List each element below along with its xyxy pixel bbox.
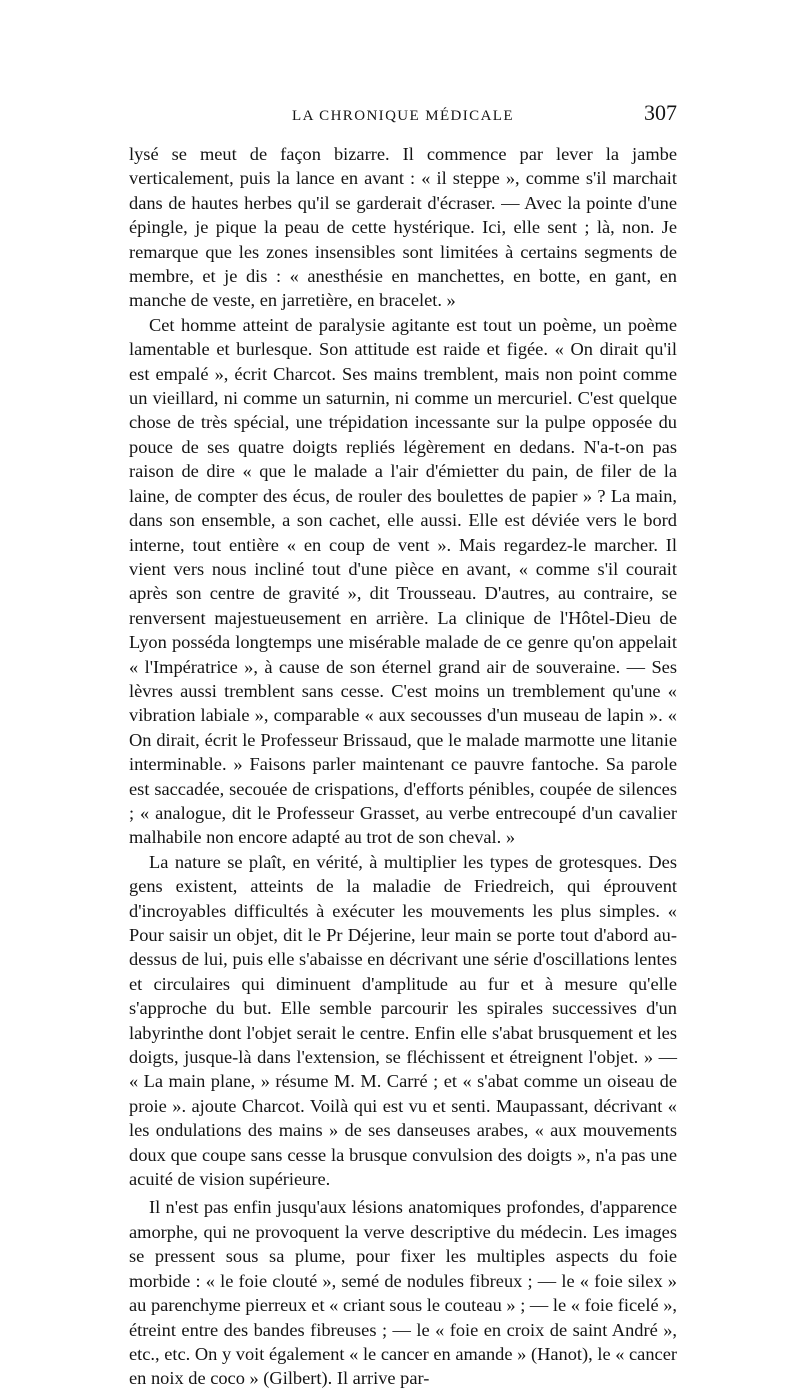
paragraph-1: lysé se meut de façon bizarre. Il commence par lever la jambe verticalement, puis la lance en avant : « il steppe », comme s'il marchait dans de hautes herbes qu'il se garderait d'écraser. — Avec la pointe d'une épingle, je pique la peau de cette hystérique. Ici, elle sent ; là, non. Je remarque que les zones insensibles sont limitées à certains segments de membre, et je dis : « anesthésie en manchettes, en botte, en gant, en manche de veste, en jarretière, en bracelet. » — [129, 144, 677, 311]
paragraph-2: Cet homme atteint de paralysie agitante est tout un poème, un poème lamentable et burlesque. Son attitude est raide et figée. « On dirait qu'il est empalé », écrit Charcot. Ses mains tremblent, mais non point comme un vieillard, ni comme un saturnin, ni comme un mercuriel. C'est quelque chose de très spécial, une trépidation incessante sur la pulpe opposée du pouce de ses quatre doigts repliés légèrement en dedans. N'a-t-on pas raison de dire « que le malade a l'air d'émietter du pain, de filer de la laine, de compter des écus, de rouler des boulettes de papier » ? La main, dans son ensemble, a son cachet, elle aussi. Elle est déviée vers le bord interne, tout entière « en coup de vent ». Mais regardez-le marcher. Il vient vers nous incliné tout d'une pièce en avant, « comme s'il courait après son centre de gravité », dit Trousseau. D'autres, au contraire, se renversent majestueusement en arrière. La clinique de l'Hôtel-Dieu de Lyon posséda longtemps une misérable malade de ce genre qu'on appelait « l'Impératrice », à cause de son éternel grand air de souveraine. — Ses lèvres aussi tremblent sans cesse. C'est moins un tremblement qu'une « vibration labiale », comparable « aux secousses d'un museau de lapin ». « On dirait, écrit le Professeur Brissaud, que le malade marmotte une litanie interminable. » Faisons parler maintenant ce pauvre fantoche. Sa parole est saccadée, secouée de crispations, d'efforts pénibles, coupée de silences ; « analogue, dit le Professeur Grasset, au verbe entrecoupé d'un cavalier malhabile non encore adapté au trot de son cheval. » — [129, 314, 677, 848]
page-number: 307 — [644, 100, 677, 125]
paragraph-4: Il n'est pas enfin jusqu'aux lésions anatomiques profondes, d'apparence amorphe, qui ne provoquent la verve descriptive du médecin. Les images se pressent sous sa plume, pour fixer les multiples aspects du foie morbide : « le foie clouté », semé de nodules fibreux ; — le « foie silex » au parenchyme pierreux et « criant sous le couteau » ; — le « foie ficelé », étreint entre des bandes fibreuses ; — le « foie en croix de saint André », etc., etc. On y voit également « le cancer en amande » (Hanot), le « cancer en noix de coco » (Gilbert). Il arrive par- — [129, 1197, 677, 1389]
body-text — [129, 142, 677, 1391]
running-header — [129, 96, 677, 132]
paragraph-3: La nature se plaît, en vérité, à multiplier les types de grotesques. Des gens existent, atteints de la maladie de Friedreich, qui éprouvent d'incroyables difficultés à exécuter les mouvements les plus simples. « Pour saisir un objet, dit le Pr Déjerine, leur main se porte tout d'abord au-dessus de lui, puis elle s'abaisse en décrivant une série d'oscillations lentes et circulaires qui diminuent d'amplitude au fur et à mesure qu'elle s'approche du but. Elle semble parcourir les spirales successives d'un labyrinthe dont l'objet serait le centre. Enfin elle s'abat brusquement et les doigts, jusque-là dans l'extension, se fléchissent et étreignent l'objet. » — « La main plane, » résume M. M. Carré ; et « s'abat comme un oiseau de proie ». ajoute Charcot. Voilà qui est vu et senti. Maupassant, décrivant « les ondulations des mains » de ses danseuses arabes, « aux mouvements doux que coupe sans cesse la brusque convulsion des doigts », n'a pas une acuité de vision supérieure. — [129, 851, 677, 1190]
running-title: LA CHRONIQUE MÉDICALE — [292, 108, 514, 124]
